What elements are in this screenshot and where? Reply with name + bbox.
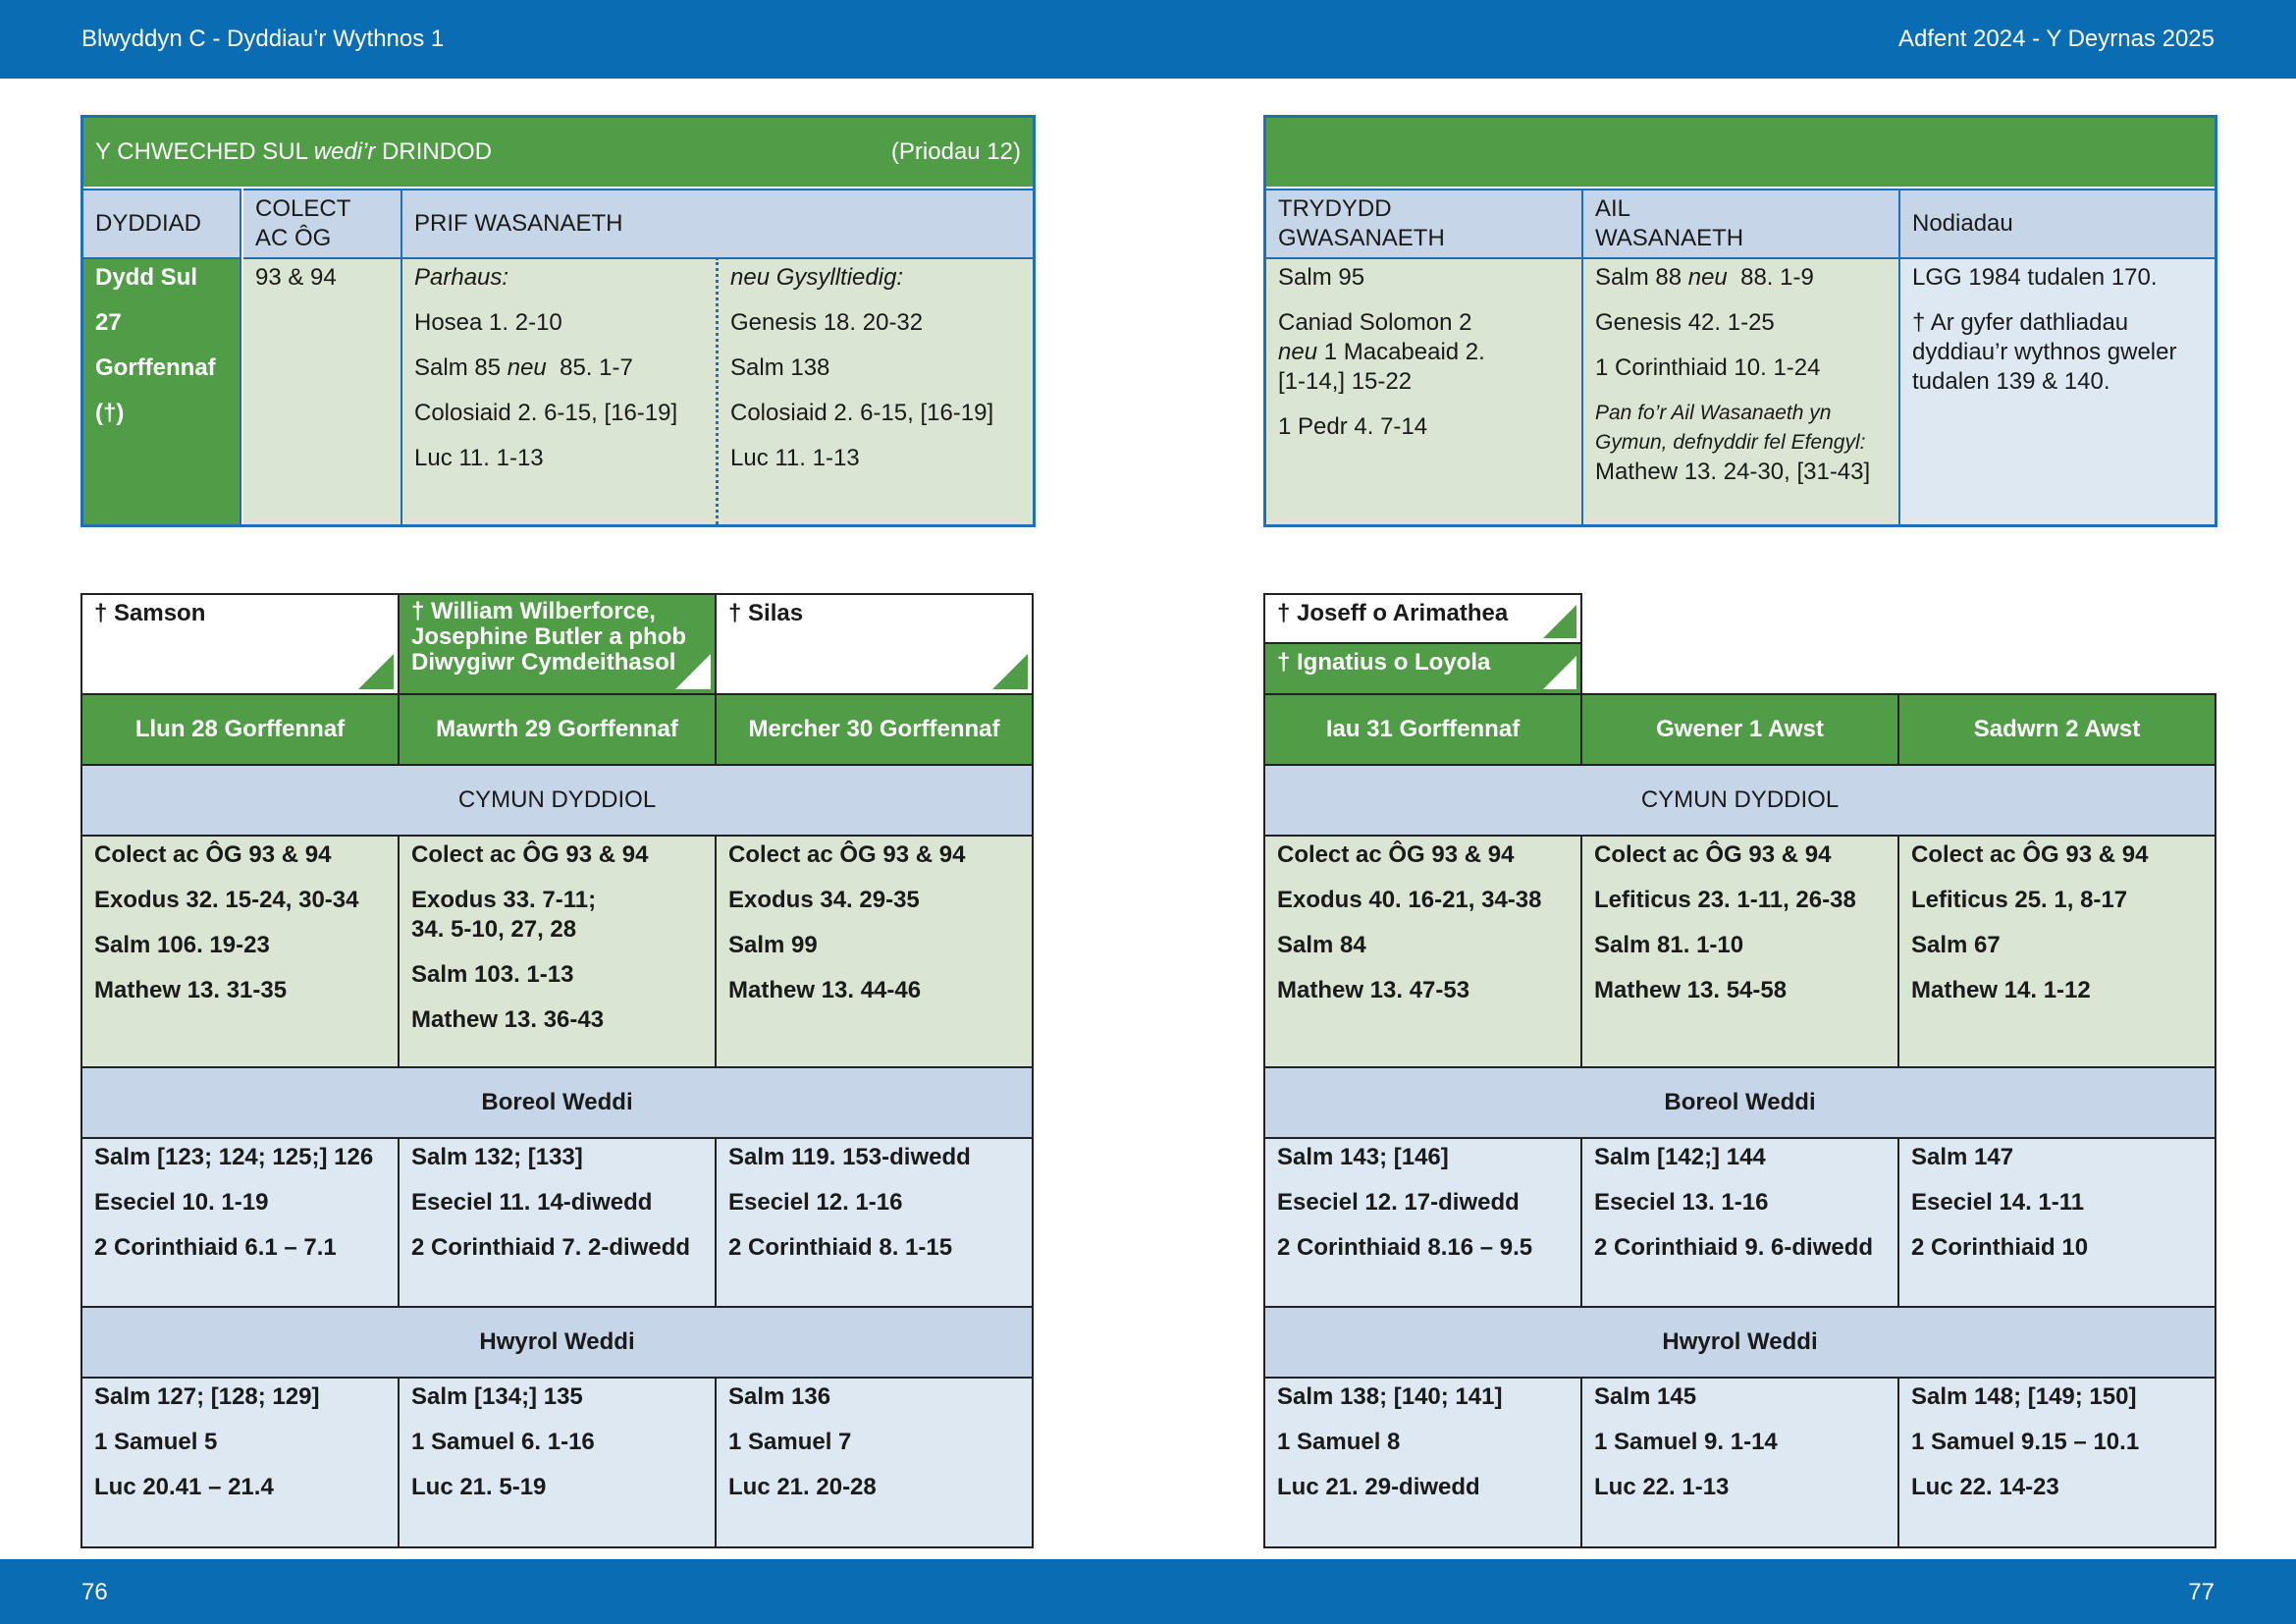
- saint-box-joseff: † Joseff o Arimathea: [1263, 593, 1582, 644]
- sunday-table-right: [1263, 115, 2217, 527]
- cymun-cell: Colect ac ÔG 93 & 94 Exodus 40. 16-21, 34-38 Salm 84 Mathew 13. 47-53: [1265, 837, 1582, 1068]
- corner-triangle-icon: [1543, 656, 1576, 689]
- parhaus-reading: Luc 11. 1-13: [414, 445, 544, 471]
- boreol-cell: Salm 143; [146] Eseciel 12. 17-diwedd 2 Corinthiaid 8.16 – 9.5: [1265, 1139, 1582, 1308]
- sunday-parhaus-cell: [402, 257, 719, 524]
- hwyrol-cell: Salm 136 1 Samuel 7 Luc 21. 20-28: [717, 1379, 1032, 1546]
- col-header-colect: COLECT AC ÔG: [243, 189, 402, 257]
- parhaus-reading: Colosiaid 2. 6-15, [16-19]: [414, 400, 678, 426]
- nodiadau-cell: LGG 1984 tudalen 170. † Ar gyfer dathliadau dyddiau’r wythnos gweler tudalen 139 & 140.: [1900, 257, 2215, 524]
- boreol-cell: Salm 119. 153-diwedd Eseciel 12. 1-16 2 Corinthiaid 8. 1-15: [717, 1139, 1032, 1308]
- day-header: Sadwrn 2 Awst: [1899, 695, 2215, 766]
- sunday-date-cell: Dydd Sul 27 Gorffennaf (†): [83, 257, 241, 524]
- gysylltiedig-reading: Luc 11. 1-13: [730, 445, 860, 471]
- cymun-section-label: CYMUN DYDDIOL: [1265, 766, 2215, 837]
- corner-triangle-icon: [1543, 605, 1576, 638]
- boreol-section-label: Boreol Weddi: [1265, 1068, 2215, 1139]
- hwyrol-cell: Salm [134;] 135 1 Samuel 6. 1-16 Luc 21. 5-19: [400, 1379, 717, 1546]
- page-number-right: 77: [2188, 1579, 2215, 1605]
- cymun-cell: Colect ac ÔG 93 & 94 Lefiticus 23. 1-11, 26-38 Salm 81. 1-10 Mathew 13. 54-58: [1582, 837, 1899, 1068]
- page-footer-band: [0, 1559, 2296, 1624]
- cymun-cell: Colect ac ÔG 93 & 94 Exodus 34. 29-35 Salm 99 Mathew 13. 44-46: [717, 837, 1032, 1068]
- corner-triangle-icon: [358, 654, 394, 689]
- gysylltiedig-reading: Genesis 18. 20-32: [730, 309, 924, 336]
- hwyrol-cell: Salm 145 1 Samuel 9. 1-14 Luc 22. 1-13: [1582, 1379, 1899, 1546]
- sunday-title-bar: [83, 118, 1033, 187]
- sunday-title-bar-right: [1266, 118, 2215, 187]
- gysylltiedig-label: neu Gysylltiedig:: [730, 264, 904, 291]
- saint-box-samson: † Samson: [80, 593, 400, 695]
- parhaus-reading: Hosea 1. 2-10: [414, 309, 562, 336]
- saint-box-ignatius: † Ignatius o Loyola: [1263, 642, 1582, 695]
- hwyrol-cell: Salm 148; [149; 150] 1 Samuel 9.15 – 10.1 Luc 22. 14-23: [1899, 1379, 2215, 1546]
- saint-box-silas: † Silas: [715, 593, 1034, 695]
- boreol-cell: Salm 147 Eseciel 14. 1-11 2 Corinthiaid 10: [1899, 1139, 2215, 1308]
- boreol-cell: Salm [123; 124; 125;] 126 Eseciel 10. 1-19 2 Corinthiaid 6.1 – 7.1: [82, 1139, 400, 1308]
- corner-triangle-icon: [675, 654, 711, 689]
- day-header: Iau 31 Gorffennaf: [1265, 695, 1582, 766]
- left-week-grid: [80, 693, 1034, 1548]
- day-header: Gwener 1 Awst: [1582, 695, 1899, 766]
- col-header-nodiadau: Nodiadau: [1900, 189, 2215, 257]
- parhaus-reading: Salm 85 neu 85. 1-7: [414, 354, 633, 381]
- right-week-grid: [1263, 693, 2216, 1548]
- saint-box-wilberforce: † William Wilberforce, Josephine Butler a phob Diwygiwr Cymdeithasol: [398, 593, 717, 695]
- day-header: Llun 28 Gorffennaf: [82, 695, 400, 766]
- header-left-text: Blwyddyn C - Dyddiau’r Wythnos 1: [81, 26, 445, 52]
- col-header-trydydd: TRYDYDD GWASANAETH: [1266, 189, 1583, 257]
- day-header: Mawrth 29 Gorffennaf: [400, 695, 717, 766]
- boreol-cell: Salm [142;] 144 Eseciel 13. 1-16 2 Corinthiaid 9. 6-diwedd: [1582, 1139, 1899, 1308]
- cymun-cell: Colect ac ÔG 93 & 94 Lefiticus 25. 1, 8-17 Salm 67 Mathew 14. 1-12: [1899, 837, 2215, 1068]
- cymun-cell: Colect ac ÔG 93 & 94 Exodus 32. 15-24, 30-34 Salm 106. 19-23 Mathew 13. 31-35: [82, 837, 400, 1068]
- page-header-band: [0, 0, 2296, 79]
- ail-note: Pan fo’r Ail Wasanaeth yn Gymun, defnyddir fel Efengyl:: [1595, 402, 1866, 454]
- parhaus-label: Parhaus:: [414, 264, 509, 291]
- boreol-section-label: Boreol Weddi: [82, 1068, 1032, 1139]
- boreol-cell: Salm 132; [133] Eseciel 11. 14-diwedd 2 Corinthiaid 7. 2-diwedd: [400, 1139, 717, 1308]
- header-right-text: Adfent 2024 - Y Deyrnas 2025: [1897, 26, 2215, 52]
- hwyrol-cell: Salm 127; [128; 129] 1 Samuel 5 Luc 20.41 – 21.4: [82, 1379, 400, 1546]
- col-header-prif: PRIF WASANAETH: [402, 189, 1033, 257]
- sunday-table-left: [80, 115, 1036, 527]
- ail-cell: Salm 88 neu 88. 1-9 Genesis 42. 1-25 1 Corinthiaid 10. 1-24 Pan fo’r Ail Wasanaeth yn Gymun, defnyddir fel Efengyl: Mathew 13. 24-30, [31-43]: [1583, 257, 1900, 524]
- day-header: Mercher 30 Gorffennaf: [717, 695, 1032, 766]
- sunday-gysylltiedig-cell: [719, 257, 1033, 524]
- hwyrol-section-label: Hwyrol Weddi: [1265, 1308, 2215, 1379]
- cymun-cell: Colect ac ÔG 93 & 94 Exodus 33. 7-11; 34. 5-10, 27, 28 Salm 103. 1-13 Mathew 13. 36-43: [400, 837, 717, 1068]
- hwyrol-section-label: Hwyrol Weddi: [82, 1308, 1032, 1379]
- sunday-title-note: (Priodau 12): [890, 138, 1021, 165]
- gysylltiedig-reading: Colosiaid 2. 6-15, [16-19]: [730, 400, 994, 426]
- trydydd-cell: Salm 95 Caniad Solomon 2 neu 1 Macabeaid 2. [1-14,] 15-22 1 Pedr 4. 7-14: [1266, 257, 1583, 524]
- col-header-ail: AIL WASANAETH: [1583, 189, 1900, 257]
- hwyrol-cell: Salm 138; [140; 141] 1 Samuel 8 Luc 21. 29-diwedd: [1265, 1379, 1582, 1546]
- page-number-left: 76: [81, 1579, 108, 1605]
- cymun-section-label: CYMUN DYDDIOL: [82, 766, 1032, 837]
- sunday-colect-cell: 93 & 94: [243, 257, 402, 524]
- sunday-title: Y CHWECHED SUL wedi’r DRINDOD: [95, 138, 493, 165]
- corner-triangle-icon: [992, 654, 1028, 689]
- col-header-dyddiad: DYDDIAD: [83, 189, 241, 257]
- gysylltiedig-reading: Salm 138: [730, 354, 830, 381]
